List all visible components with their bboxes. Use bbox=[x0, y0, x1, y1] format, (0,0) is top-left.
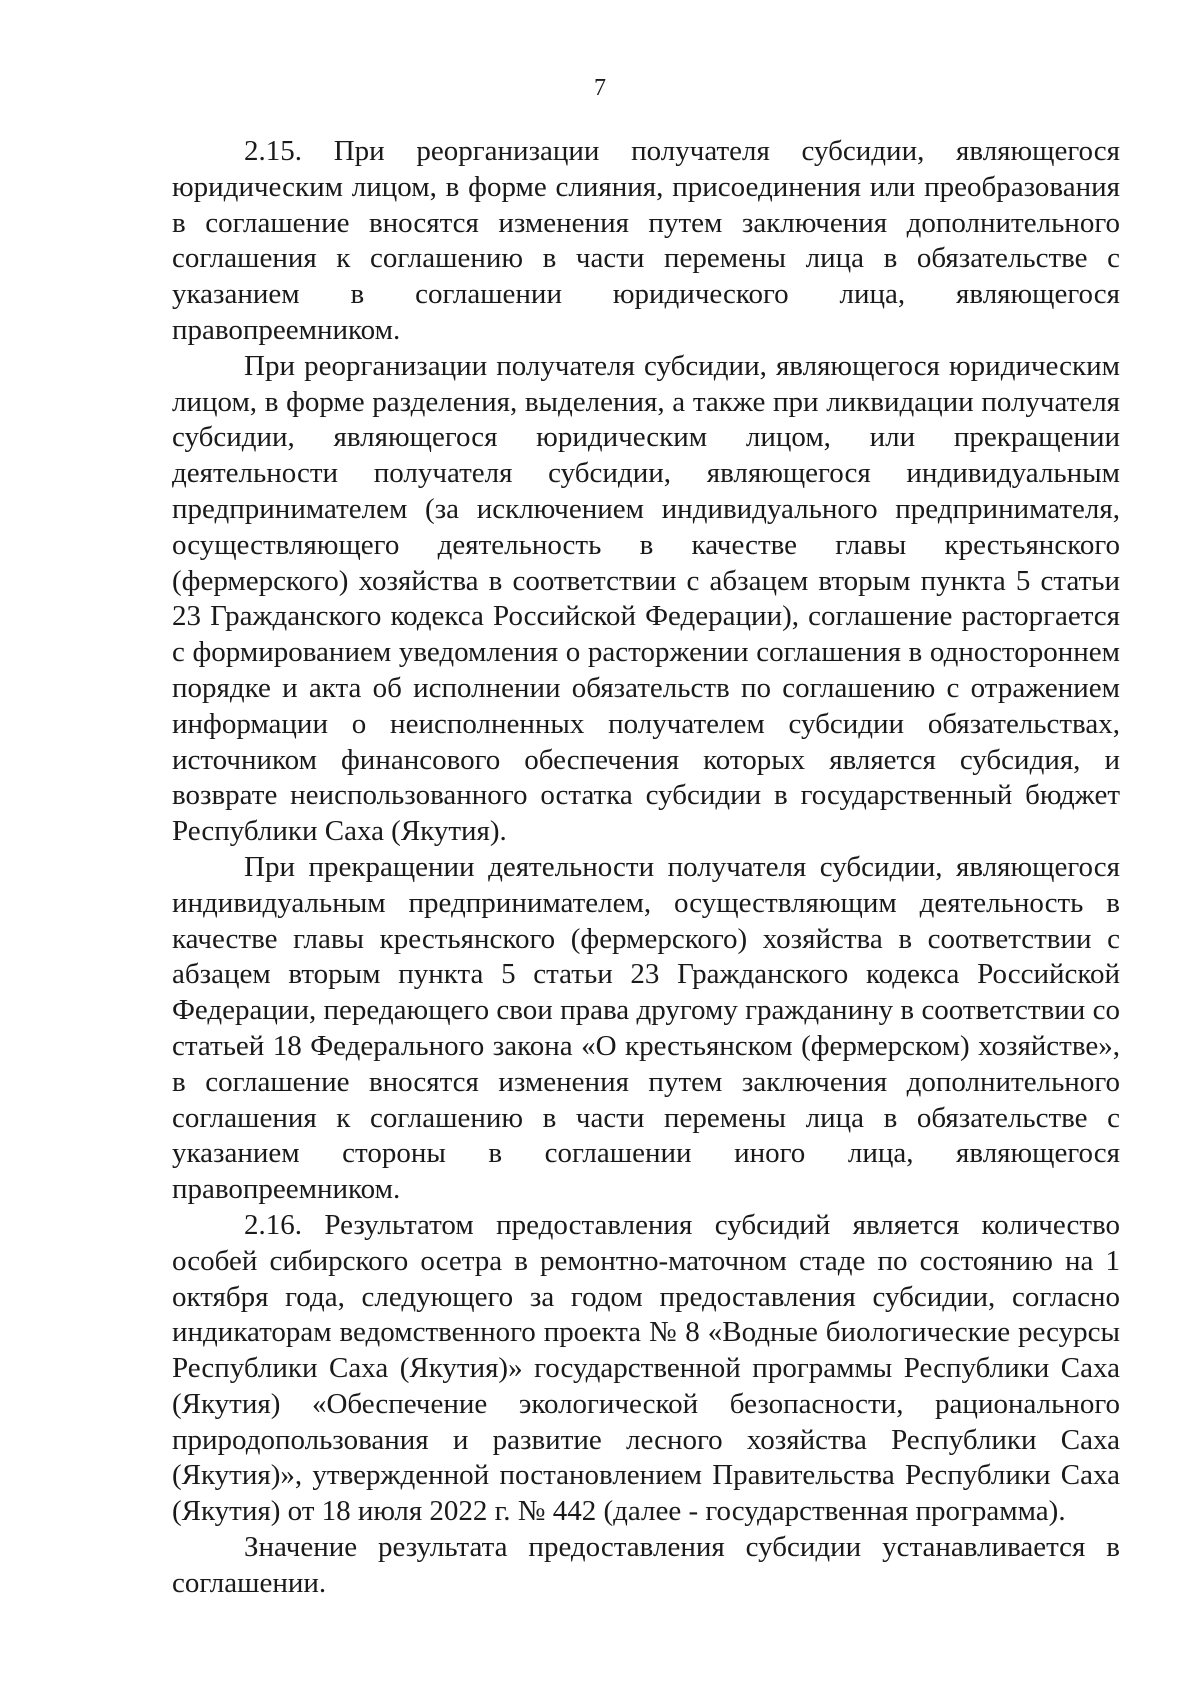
paragraph-2-15: 2.15. При реорганизации получателя субсидии, являющегося юридическим лицом, в форме слияния, присоединения или преобразования в соглашение вносятся изменения путем заключения дополнительного соглашения к соглашению в части перемены лица в обязательстве с указанием в соглашении юридического лица, являющегося правопреемником. bbox=[172, 135, 1120, 346]
paragraph-reorganization-division: При реорганизации получателя субсидии, являющегося юридическим лицом, в форме разделения, выделения, а также при ликвидации получателя субсидии, являющегося юридическим лицом, или прекращении деятельности получателя субсидии, являющегося индивидуальным предпринимателем (за исключением индивидуального предпринимателя, осуществляющего деятельность в качестве главы крестьянского (фермерского) хозяйства в соответствии с абзацем вторым пункта 5 статьи 23 Гражданского кодекса Российской Федерации), соглашение расторгается с формированием уведомления о расторжении соглашения в одностороннем порядке и акта об исполнении обязательств по соглашению с отражением информации о неисполненных получателем субсидии обязательствах, источником финансового обеспечения которых является субсидия, и возврате неиспользованного остатка субсидии в государственный бюджет Республики Саха (Якутия). bbox=[172, 349, 1120, 848]
paragraph-2-16: 2.16. Результатом предоставления субсидий является количество особей сибирского осетра в ремонтно-маточном стаде по состоянию на 1 октября года, следующего за годом предоставления субсидии, согласно индикаторам ведомственного проекта № 8 «Водные биологические ресурсы Республики Саха (Якутия)» государственной программы Республики Саха (Якутия) «Обеспечение экологической безопасности, рационального природопользования и развитие лесного хозяйства Республики Саха (Якутия)», утвержденной постановлением Правительства Республики Саха (Якутия) от 18 июля 2022 г. № 442 (далее - государственная программа). bbox=[172, 1208, 1120, 1528]
document-body bbox=[172, 134, 1120, 1602]
page-number: 7 bbox=[594, 75, 606, 101]
paragraph-result-value: Значение результата предоставления субсидии устанавливается в соглашении. bbox=[172, 1531, 1120, 1599]
paragraph-farm-termination: При прекращении деятельности получателя субсидии, являющегося индивидуальным предпринимателем, осуществляющим деятельность в качестве главы крестьянского (фермерского) хозяйства в соответствии с абзацем вторым пункта 5 статьи 23 Гражданского кодекса Российской Федерации, передающего свои права другому гражданину в соответствии со статьей 18 Федерального закона «О крестьянском (фермерском) хозяйстве», в соглашение вносятся изменения путем заключения дополнительного соглашения к соглашению в части перемены лица в обязательстве с указанием стороны в соглашении иного лица, являющегося правопреемником. bbox=[172, 850, 1120, 1206]
